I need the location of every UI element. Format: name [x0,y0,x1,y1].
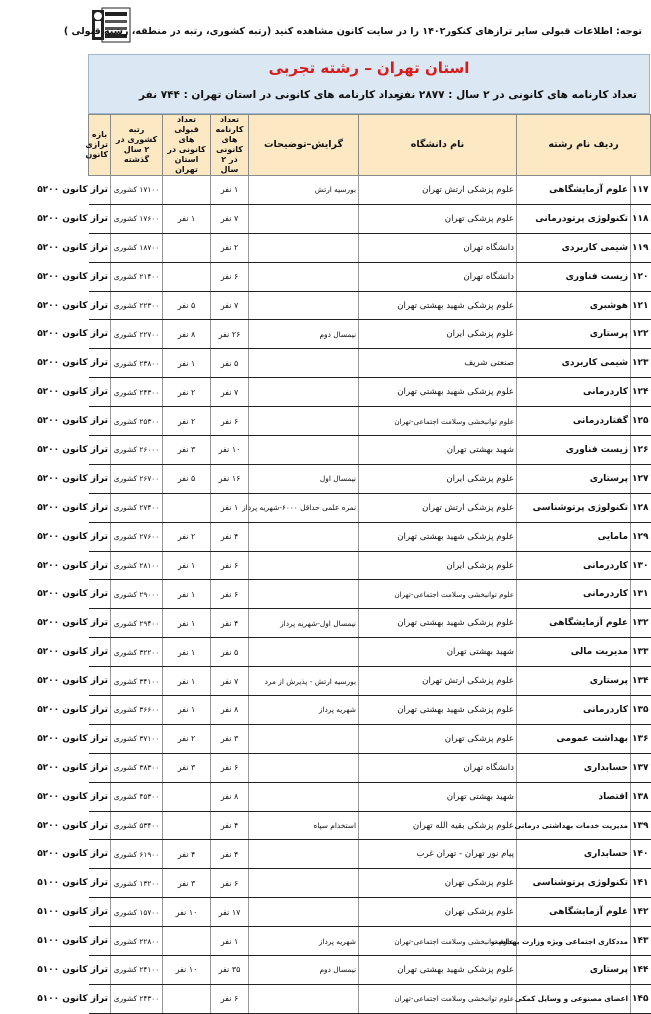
university-name: علوم پزشکی ارتش تهران [359,176,517,205]
count-cell: ۵ نفر [211,349,249,378]
field-name: شیمی کاربردی [517,233,631,262]
university-name: شهید بهشتی تهران [359,638,517,667]
rank-cell: ۲۴۳۰۰ کشوری [111,378,163,407]
notes-text: نیمسال اول-شهریه پرداز [249,609,359,638]
count-cell: ۱ نفر [211,176,249,205]
university-name: صنعتی شریف [359,349,517,378]
table-row [89,580,651,609]
table-row [89,464,651,493]
notes-text: نمره علمی حداقل ۶۰۰۰-شهریه پرداز [249,493,359,522]
range-cell: تراز کانون ۵۲۰۰ [89,638,111,667]
range-cell: تراز کانون ۵۲۰۰ [89,782,111,811]
table-row [89,724,651,753]
rank-cell: ۲۴۱۰۰ کشوری [111,956,163,985]
field-name: مددکاری اجتماعی ویژه وزارت بهداشت [517,927,631,956]
range-cell: تراز کانون ۵۲۰۰ [89,176,111,205]
field-name: کاردرمانی [517,551,631,580]
rank-cell: ۱۷۶۰۰ کشوری [111,204,163,233]
university-name: علوم پزشکی بقیه الله تهران [359,811,517,840]
row-number: ۱۲۳ [631,349,651,378]
rank-cell: ۱۵۷۰۰ کشوری [111,898,163,927]
table-row [89,493,651,522]
notes-text [249,349,359,378]
table-row [89,609,651,638]
row-number: ۱۲۷ [631,464,651,493]
rank-cell: ۲۲۳۰۰ کشوری [111,291,163,320]
region-count-cell: ۲ نفر [163,407,211,436]
notes-text [249,782,359,811]
range-cell: تراز کانون ۵۲۰۰ [89,464,111,493]
field-name: علوم آزمایشگاهی [517,176,631,205]
rank-cell: ۲۸۱۰۰ کشوری [111,551,163,580]
col-university: نام دانشگاه [359,115,517,176]
count-cell: ۳۵ نفر [211,956,249,985]
university-name: علوم توانبخشی وسلامت اجتماعی-تهران [359,984,517,1013]
university-name: علوم پزشکی تهران [359,204,517,233]
range-cell: تراز کانون ۵۲۰۰ [89,233,111,262]
university-name: علوم پزشکی شهید بهشتی تهران [359,378,517,407]
region-count-cell [163,782,211,811]
field-name: حسابداری [517,753,631,782]
row-number: ۱۲۱ [631,291,651,320]
row-number: ۱۱۸ [631,204,651,233]
table-row [89,378,651,407]
range-cell: تراز کانون ۵۲۰۰ [89,349,111,378]
rank-cell: ۵۳۴۰۰ کشوری [111,811,163,840]
row-number: ۱۴۱ [631,869,651,898]
rank-cell: ۶۱۹۰۰ کشوری [111,840,163,869]
count-cell: ۲ نفر [211,233,249,262]
count-cell: ۱۷ نفر [211,898,249,927]
field-name: بهداشت عمومی [517,724,631,753]
region-count-cell [163,811,211,840]
range-cell: تراز کانون ۵۲۰۰ [89,811,111,840]
university-name: علوم پزشکی شهید بهشتی تهران [359,696,517,725]
range-cell: تراز کانون ۵۲۰۰ [89,522,111,551]
notes-text [249,724,359,753]
region-count-cell [163,984,211,1013]
region-count-cell: ۱ نفر [163,638,211,667]
field-name: شیمی کاربردی [517,349,631,378]
count-cell: ۷ نفر [211,378,249,407]
rank-cell: ۲۶۷۰۰ کشوری [111,464,163,493]
region-count-cell: ۳ نفر [163,436,211,465]
region-count-cell: ۱ نفر [163,580,211,609]
col-region-count: تعداد قبولی های کانونی در استان تهران [163,115,211,176]
row-number: ۱۳۱ [631,580,651,609]
row-number: ۱۴۴ [631,956,651,985]
region-count-cell: ۸ نفر [163,320,211,349]
table-row [89,349,651,378]
notes-text [249,436,359,465]
rank-cell: ۳۶۶۰۰ کشوری [111,696,163,725]
university-name: شهید بهشتی تهران [359,436,517,465]
university-name: علوم توانبخشی وسلامت اجتماعی-تهران [359,407,517,436]
notes-text [249,522,359,551]
table-row [89,869,651,898]
row-number: ۱۲۵ [631,407,651,436]
count-cell: ۶ نفر [211,984,249,1013]
rank-cell: ۱۷۱۰۰ کشوری [111,176,163,205]
count-cell: ۷ نفر [211,667,249,696]
field-name: زیست فناوری [517,262,631,291]
row-number: ۱۴۳ [631,927,651,956]
notes-text [249,753,359,782]
count-cell: ۱۶ نفر [211,464,249,493]
university-name: علوم پزشکی ارتش تهران [359,493,517,522]
row-number: ۱۳۹ [631,811,651,840]
table-row [89,840,651,869]
count-cell: ۶ نفر [211,869,249,898]
range-cell: تراز کانون ۵۱۰۰ [89,956,111,985]
region-count-cell: ۴ نفر [163,840,211,869]
rank-cell: ۲۷۶۰۰ کشوری [111,522,163,551]
col-notes: گرایش–توضیحات [249,115,359,176]
university-name: علوم پزشکی ایران [359,464,517,493]
university-name: دانشگاه تهران [359,233,517,262]
count-cell: ۸ نفر [211,782,249,811]
total-count: تعداد کارنامه های کانونی در ۲ سال : ۲۸۷۷ نفر [397,89,637,101]
rank-cell: ۳۸۳۰۰ کشوری [111,753,163,782]
table-row [89,811,651,840]
field-name: اعضای مصنوعی و وسایل کمکی [517,984,631,1013]
region-count-cell: ۵ نفر [163,464,211,493]
count-cell: ۶ نفر [211,407,249,436]
col-rank: رتبه کشوری در ۲ سال گذشته [111,115,163,176]
top-bar [0,0,650,48]
table-row [89,407,651,436]
table-row [89,522,651,551]
row-number: ۱۳۲ [631,609,651,638]
range-cell: تراز کانون ۵۲۰۰ [89,696,111,725]
row-number: ۱۲۴ [631,378,651,407]
university-name: علوم پزشکی ایران [359,320,517,349]
notes-text [249,407,359,436]
region-count-cell: ۱ نفر [163,204,211,233]
table-row [89,291,651,320]
range-cell: تراز کانون ۵۱۰۰ [89,869,111,898]
table-row [89,984,651,1013]
count-cell: ۴ نفر [211,609,249,638]
region-count-cell: ۳ نفر [163,753,211,782]
university-name: پیام نور تهران - تهران غرب [359,840,517,869]
field-name: اقتصاد [517,782,631,811]
range-cell: تراز کانون ۵۱۰۰ [89,898,111,927]
rank-cell: ۴۵۳۰۰ کشوری [111,782,163,811]
field-name: مدیریت مالی [517,638,631,667]
count-cell: ۷ نفر [211,204,249,233]
count-cell: ۶ نفر [211,580,249,609]
notes-text [249,233,359,262]
count-cell: ۵ نفر [211,638,249,667]
region-count-cell: ۱ نفر [163,551,211,580]
row-number: ۱۳۸ [631,782,651,811]
rank-cell: ۱۸۷۰۰ کشوری [111,233,163,262]
university-name: علوم پزشکی تهران [359,869,517,898]
row-number: ۱۴۵ [631,984,651,1013]
notes-text: شهریه پرداز [249,927,359,956]
count-cell: ۸ نفر [211,696,249,725]
range-cell: تراز کانون ۵۲۰۰ [89,724,111,753]
rank-cell: ۲۵۳۰۰ کشوری [111,407,163,436]
region-count-cell [163,927,211,956]
field-name: علوم آزمایشگاهی [517,898,631,927]
kanoon-logo [88,6,132,44]
results-table [37,114,651,1014]
rank-cell: ۳۷۱۰۰ کشوری [111,724,163,753]
notes-text [249,580,359,609]
university-name: علوم توانبخشی وسلامت اجتماعی-تهران [359,927,517,956]
region-count-cell: ۲ نفر [163,522,211,551]
field-name: پرستاری [517,464,631,493]
university-name: علوم پزشکی تهران [359,898,517,927]
count-cell: ۷ نفر [211,291,249,320]
range-cell: تراز کانون ۵۲۰۰ [89,667,111,696]
field-name: پرستاری [517,667,631,696]
range-cell: تراز کانون ۵۲۰۰ [89,204,111,233]
notes-text [249,551,359,580]
table-row [89,753,651,782]
field-name: حسابداری [517,840,631,869]
region-count-cell: ۱ نفر [163,349,211,378]
range-cell: تراز کانون ۵۱۰۰ [89,984,111,1013]
range-cell: تراز کانون ۵۲۰۰ [89,407,111,436]
range-cell: تراز کانون ۵۲۰۰ [89,262,111,291]
field-name: گفتاردرمانی [517,407,631,436]
count-cell: ۶ نفر [211,262,249,291]
col-num-field: ردیف نام رشته [517,115,651,176]
row-number: ۱۳۴ [631,667,651,696]
count-cell: ۱۰ نفر [211,436,249,465]
field-name: مدیریت خدمات بهداشتی درمانی [517,811,631,840]
notes-text: نیمسال دوم [249,320,359,349]
region-count-cell: ۱۰ نفر [163,898,211,927]
table-row [89,551,651,580]
rank-cell: ۳۲۲۰۰ کشوری [111,638,163,667]
region-count-cell [163,493,211,522]
range-cell: تراز کانون ۵۲۰۰ [89,493,111,522]
notes-text: استخدام سپاه [249,811,359,840]
notes-text [249,984,359,1013]
range-cell: تراز کانون ۵۱۰۰ [89,927,111,956]
range-cell: تراز کانون ۵۲۰۰ [89,609,111,638]
row-number: ۱۳۳ [631,638,651,667]
rank-cell: ۲۳۸۰۰ کشوری [111,349,163,378]
table-row [89,696,651,725]
row-number: ۱۲۰ [631,262,651,291]
count-cell: ۶ نفر [211,551,249,580]
notes-text [249,840,359,869]
region-count-cell [163,262,211,291]
row-number: ۱۲۲ [631,320,651,349]
range-cell: تراز کانون ۵۲۰۰ [89,753,111,782]
count-cell: ۴ نفر [211,522,249,551]
region-count-cell [163,233,211,262]
count-cell: ۴ نفر [211,811,249,840]
university-name: شهید بهشتی تهران [359,782,517,811]
university-name: علوم پزشکی شهید بهشتی تهران [359,291,517,320]
table-row [89,233,651,262]
table-row [89,927,651,956]
table-row [89,262,651,291]
notes-text [249,204,359,233]
rank-cell: ۲۲۷۰۰ کشوری [111,320,163,349]
field-name: کاردرمانی [517,378,631,407]
row-number: ۱۴۰ [631,840,651,869]
table-row [89,782,651,811]
table-row [89,956,651,985]
rank-cell: ۲۹۴۰۰ کشوری [111,609,163,638]
region-count-cell: ۱ نفر [163,667,211,696]
rank-cell: ۳۴۱۰۰ کشوری [111,667,163,696]
notes-text [249,898,359,927]
rank-cell: ۲۲۸۰۰ کشوری [111,927,163,956]
university-name: علوم پزشکی شهید بهشتی تهران [359,609,517,638]
table-row [89,176,651,205]
field-name: مامایی [517,522,631,551]
field-name: کاردرمانی [517,580,631,609]
rank-cell: ۲۶۰۰۰ کشوری [111,436,163,465]
region-count-cell: ۱ نفر [163,609,211,638]
region-count-cell: ۳ نفر [163,869,211,898]
university-name: علوم پزشکی شهید بهشتی تهران [359,956,517,985]
range-cell: تراز کانون ۵۲۰۰ [89,436,111,465]
range-cell: تراز کانون ۵۲۰۰ [89,580,111,609]
rank-cell: ۲۷۴۰۰ کشوری [111,493,163,522]
section-title: استان تهران – رشته تجربی [268,59,470,77]
row-number: ۱۳۷ [631,753,651,782]
section-header [88,54,650,114]
notes-text: نیمسال دوم [249,956,359,985]
rank-cell: ۲۹۰۰۰ کشوری [111,580,163,609]
field-name: پرستاری [517,956,631,985]
table-row [89,898,651,927]
count-cell: ۱ نفر [211,927,249,956]
row-number: ۱۲۸ [631,493,651,522]
count-cell: ۳ نفر [211,724,249,753]
rank-cell: ۲۴۳۰۰ کشوری [111,984,163,1013]
region-count-cell: ۵ نفر [163,291,211,320]
notes-text: بورسیه ارتش - پذیرش از مرد [249,667,359,696]
notes-text [249,378,359,407]
range-cell: تراز کانون ۵۲۰۰ [89,320,111,349]
table-header [89,115,651,176]
field-name: تکنولوژی پرتوشناسی [517,869,631,898]
notes-text: نیمسال اول [249,464,359,493]
province-count: تعداد کارنامه های کانونی در استان تهران : ۷۴۴ نفر [139,89,404,101]
range-cell: تراز کانون ۵۲۰۰ [89,551,111,580]
field-name: کاردرمانی [517,696,631,725]
notes-text [249,869,359,898]
row-number: ۱۱۹ [631,233,651,262]
field-name: پرستاری [517,320,631,349]
row-number: ۱۲۶ [631,436,651,465]
university-name: علوم پزشکی تهران [359,724,517,753]
field-name: تکنولوژی پرتوشناسی [517,493,631,522]
row-number: ۱۴۲ [631,898,651,927]
range-cell: تراز کانون ۵۲۰۰ [89,840,111,869]
notes-text [249,291,359,320]
university-name: علوم پزشکی شهید بهشتی تهران [359,522,517,551]
rank-cell: ۲۱۴۰۰ کشوری [111,262,163,291]
notes-text [249,262,359,291]
university-name: دانشگاه تهران [359,262,517,291]
range-cell: تراز کانون ۵۲۰۰ [89,378,111,407]
field-name: زیست فناوری [517,436,631,465]
row-number: ۱۱۷ [631,176,651,205]
col-count: تعداد کارنامه های کانونی در ۲ سال [211,115,249,176]
col-range: بازه ترازی کانون [89,115,111,176]
region-count-cell: ۱ نفر [163,696,211,725]
university-name: علوم پزشکی ایران [359,551,517,580]
field-name: تکنولوژی پرتودرمانی [517,204,631,233]
field-name: علوم آزمایشگاهی [517,609,631,638]
region-count-cell: ۲ نفر [163,378,211,407]
row-number: ۱۲۹ [631,522,651,551]
count-cell: ۶ نفر [211,753,249,782]
university-name: دانشگاه تهران [359,753,517,782]
table-row [89,436,651,465]
count-cell: ۲۶ نفر [211,320,249,349]
field-name: هوشبری [517,291,631,320]
row-number: ۱۳۶ [631,724,651,753]
table-row [89,320,651,349]
rank-cell: ۱۳۲۰۰ کشوری [111,869,163,898]
university-name: علوم پزشکی ارتش تهران [359,667,517,696]
range-cell: تراز کانون ۵۲۰۰ [89,291,111,320]
notes-text: بورسیه ارتش [249,176,359,205]
region-count-cell [163,176,211,205]
row-number: ۱۳۰ [631,551,651,580]
notice-text: توجه: اطلاعات قبولی سایر ترازهای کنکور۱۴۰۲ را در سایت کانون مشاهده کنید (رتبه کشوری، رتبه در منطقه، رشته قبولی ) [63,26,642,37]
count-cell: ۴ نفر [211,840,249,869]
table-row [89,667,651,696]
notes-text [249,638,359,667]
region-count-cell: ۱۰ نفر [163,956,211,985]
table-row [89,204,651,233]
table-row [89,638,651,667]
notes-text: شهریه پرداز [249,696,359,725]
row-number: ۱۳۵ [631,696,651,725]
region-count-cell: ۲ نفر [163,724,211,753]
university-name: علوم توانبخشی وسلامت اجتماعی-تهران [359,580,517,609]
count-cell: ۱ نفر [211,493,249,522]
